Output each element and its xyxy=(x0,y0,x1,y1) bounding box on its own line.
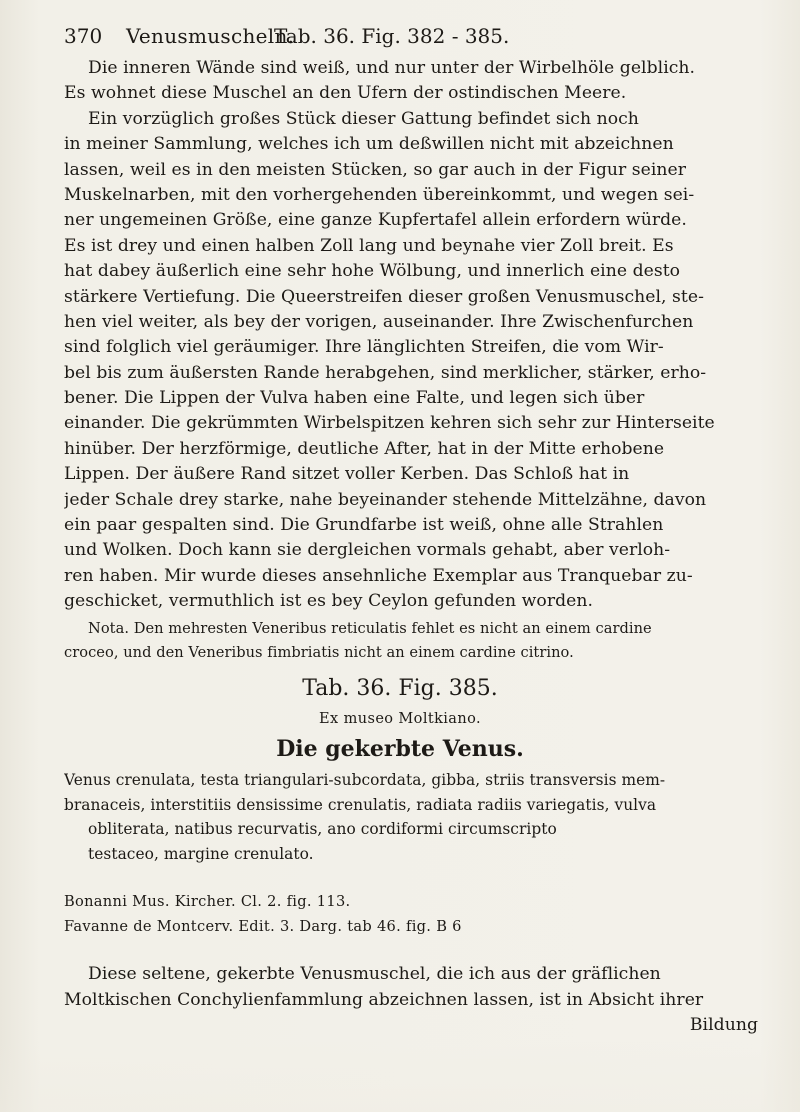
text-line: Es ist drey und einen halben Zoll lang und beynahe vier Zoll breit. Es xyxy=(64,235,674,256)
text-line: Ein vorzüglich großes Stück dieser Gattung befindet sich noch xyxy=(88,108,639,129)
latin-line: Venus crenulata, testa triangulari-subcordata, gibba, striis transversis mem- xyxy=(64,771,666,789)
latin-description xyxy=(64,768,764,866)
text-line: und Wolken. Doch kann sie dergleichen vormals gehabt, aber verloh- xyxy=(64,540,671,561)
text-line: geschicket, vermuthlich ist es bey Ceylon gefunden worden. xyxy=(64,591,593,612)
text-line: hen viel weiter, als bey der vorigen, auseinander. Ihre Zwischenfurchen xyxy=(64,311,694,332)
text-line: einander. Die gekrümmten Wirbelspitzen kehren sich sehr zur Hinterseite xyxy=(64,413,715,434)
latin-line: testaceo, margine crenulato. xyxy=(88,844,314,863)
reference-line: Favanne de Montcerv. Edit. 3. Darg. tab 46. fig. B 6 xyxy=(64,918,462,935)
nota-line: Nota. Den mehresten Veneribus reticulatis fehlet es nicht an einem cardine xyxy=(88,620,652,637)
plate-reference: Tab. 36. Fig. 382 - 385. xyxy=(274,24,510,48)
species-heading: Die gekerbte Venus. xyxy=(276,736,524,762)
text-line: Es wohnet diese Muschel an den Ufern der ostindischen Meere. xyxy=(64,83,627,104)
text-line: ner ungemeinen Größe, eine ganze Kupfertafel allein erfordern würde. xyxy=(64,210,687,231)
text-line: bener. Die Lippen der Vulva haben eine Falte, und legen sich über xyxy=(64,388,645,409)
text-line: Muskelnarben, mit den vorhergehenden übereinkommt, und wegen sei- xyxy=(64,184,695,205)
page-number: 370 xyxy=(64,24,103,48)
collection-source: Ex museo Moltkiano. xyxy=(319,711,481,727)
text-line: Die inneren Wände sind weiß, und nur unter der Wirbelhöle gelblich. xyxy=(88,58,696,78)
text-line: Lippen. Der äußere Rand sitzet voller Kerben. Das Schloß hat in xyxy=(64,464,630,485)
text-line: jeder Schale drey starke, nahe beyeinander stehende Mittelzähne, davon xyxy=(64,489,707,510)
text-line: Moltkischen Conchylienfammlung abzeichnen lassen, ist in Absicht ihrer xyxy=(64,989,704,1010)
text-line: bel bis zum äußersten Rande herabgehen, sind merklicher, stärker, erho- xyxy=(64,362,707,383)
text-line: Diese seltene, gekerbte Venusmuschel, die ich aus der gräflichen xyxy=(88,964,661,984)
latin-line: obliterata, natibus recurvatis, ano cordiformi circumscripto xyxy=(88,820,557,839)
plate-title: Tab. 36. Fig. 385. xyxy=(302,676,498,701)
page-header xyxy=(64,18,764,54)
page-edge-shading xyxy=(0,1040,800,1112)
text-line: lassen, weil es in den meisten Stücken, so gar auch in der Figur seiner xyxy=(64,159,687,180)
text-line: sind folglich viel geräumiger. Ihre länglichten Streifen, die vom Wir- xyxy=(64,337,664,358)
main-text xyxy=(64,56,764,615)
latin-line: branaceis, interstitiis densissime crenulatis, radiata radiis variegatis, vulva xyxy=(64,795,657,814)
nota-block xyxy=(64,617,764,665)
text-line: ren haben. Mir wurde dieses ansehnliche Exemplar aus Tranquebar zu- xyxy=(64,565,693,586)
nota-line: croceo, und den Veneribus fimbriatis nicht an einem cardine citrino. xyxy=(64,644,574,661)
reference-line: Bonanni Mus. Kircher. Cl. 2. fig. 113. xyxy=(64,893,351,910)
catchword: Bildung xyxy=(689,1015,758,1036)
closing-text xyxy=(64,962,764,1039)
text-line: hinüber. Der herzförmige, deutliche After, hat in der Mitte erhobene xyxy=(64,438,665,459)
text-line: stärkere Vertiefung. Die Queerstreifen dieser großen Venusmuschel, ste- xyxy=(64,286,704,307)
text-line: in meiner Sammlung, welches ich um deßwillen nicht mit abzeichnen xyxy=(64,134,674,155)
text-line: ein paar gespalten sind. Die Grundfarbe ist weiß, ohne alle Strahlen xyxy=(64,515,664,536)
running-head: Venusmuscheln. xyxy=(126,24,295,48)
references xyxy=(64,889,764,939)
text-line: hat dabey äußerlich eine sehr hohe Wölbung, und innerlich eine desto xyxy=(64,261,681,282)
